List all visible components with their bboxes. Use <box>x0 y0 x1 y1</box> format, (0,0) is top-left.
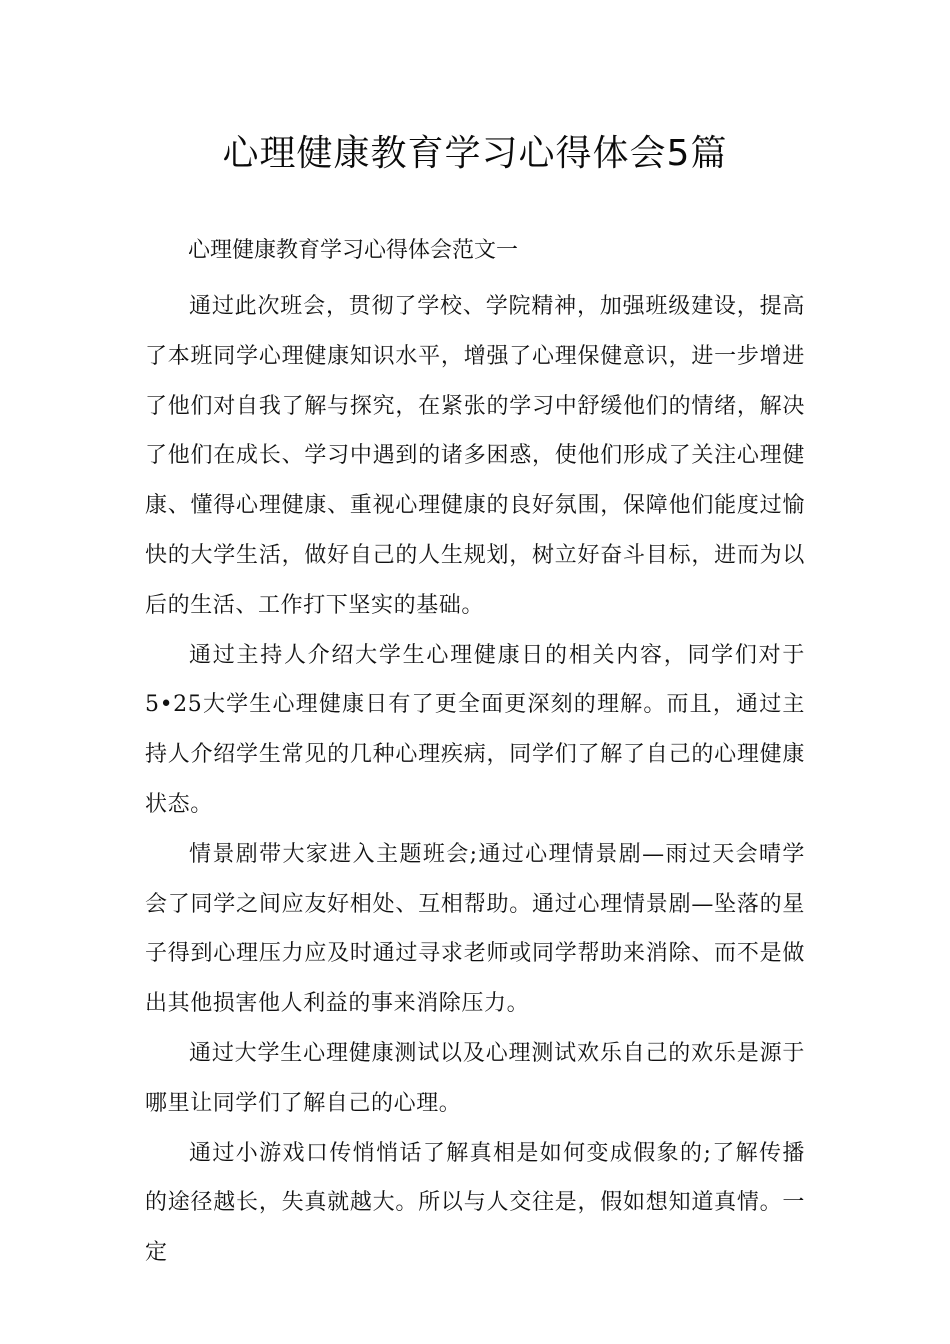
document-title: 心理健康教育学习心得体会5篇 <box>222 133 728 174</box>
section-subtitle: 心理健康教育学习心得体会范文一 <box>188 238 519 263</box>
paragraph-3: 情景剧带大家进入主题班会;通过心理情景剧—雨过天会晴学会了同学之间应友好相处、互相帮助。通过心理情景剧—坠落的星子得到心理压力应及时通过寻求老师或同学帮助来消除、而不是做出其他损害他人利益的事来消除压力。 <box>145 841 805 1017</box>
paragraph-1: 通过此次班会，贯彻了学校、学院精神，加强班级建设，提高了本班同学心理健康知识水平，增强了心理保健意识，进一步增进了他们对自我了解与探究，在紧张的学习中舒缓他们的情绪，解决了他们在成长、学习中遇到的诸多困惑，使他们形成了关注心理健康、懂得心理健康、重视心理健康的良好氛围，保障他们能度过愉快的大学生活，做好自己的人生规划，树立好奋斗目标，进而为以后的生活、工作打下坚实的基础。 <box>145 294 805 618</box>
document-body <box>145 282 805 1278</box>
paragraph-5: 通过小游戏口传悄悄话了解真相是如何变成假象的;了解传播的途径越长，失真就越大。所以与人交往是，假如想知道真情。一定 <box>145 1140 805 1266</box>
paragraph-4: 通过大学生心理健康测试以及心理测试欢乐自己的欢乐是源于哪里让同学们了解自己的心理。 <box>145 1040 805 1116</box>
paragraph-2: 通过主持人介绍大学生心理健康日的相关内容，同学们对于5•25大学生心理健康日有了更全面更深刻的理解。而且，通过主持人介绍学生常见的几种心理疾病，同学们了解了自己的心理健康状态。 <box>145 642 805 817</box>
